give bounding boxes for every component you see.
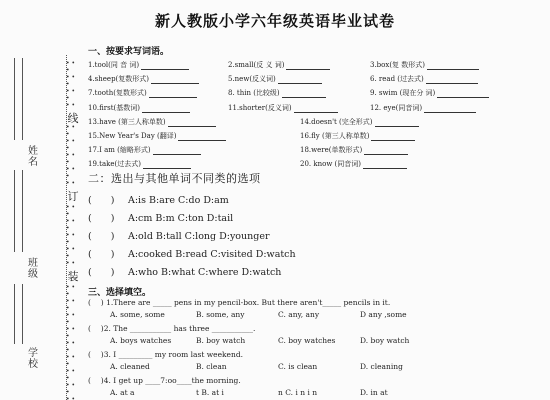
choice-row	[88, 228, 270, 242]
vocab-item-text: 15.New Year's Day (翻译)	[88, 132, 177, 140]
answer-blank[interactable]	[427, 63, 479, 70]
answer-blank[interactable]	[142, 106, 190, 113]
choice-row	[88, 192, 229, 206]
question-option: C. boy watches	[278, 336, 336, 345]
bind-char: 订	[67, 190, 79, 203]
question-option: B. some, any	[196, 310, 245, 319]
vocab-item-text: 13.have (第三人称单数)	[88, 117, 166, 126]
vocab-item-text: 4.sheep(复数形式)	[88, 75, 150, 84]
binding-margin	[0, 40, 64, 400]
answer-blank[interactable]	[149, 91, 197, 98]
answer-blank[interactable]	[151, 77, 199, 84]
page-title: 新人教版小学六年级英语毕业试卷	[154, 12, 395, 30]
vocab-item-text: 2.small(反 义 词)	[228, 61, 285, 69]
seal-char: 装	[67, 270, 79, 283]
question-option: B. boy watch	[196, 336, 246, 345]
question-option: D. in at	[360, 388, 388, 397]
vocab-item	[88, 131, 226, 141]
vocab-item	[88, 60, 189, 70]
name-label: 姓名	[28, 146, 38, 168]
binding-dots: • • • • • • • • • • • • • •	[66, 124, 75, 184]
vocab-item	[88, 88, 197, 98]
vocab-item-text: 18.were(单数形式)	[300, 146, 363, 155]
vocab-item-text: 12. eye(同音词)	[370, 103, 423, 112]
vocab-item-text: 8. thin (比较级)	[228, 89, 280, 98]
question-stem: ( )2. The ___________ has three ___________.	[88, 324, 256, 333]
answer-paren[interactable]: ( )	[88, 267, 115, 278]
section2-heading: 二：选出与其他单词不同类的选项	[88, 172, 261, 185]
answer-blank[interactable]	[375, 120, 419, 127]
answer-blank[interactable]	[371, 134, 415, 141]
question-stem: ( )4. I get up ____7:oo____the morning.	[88, 376, 241, 385]
question-option: A. cleaned	[110, 362, 150, 371]
question-option: C. any, any	[278, 310, 320, 319]
vocab-item	[88, 103, 190, 113]
vocab-item-text: 11.shorter(反义词)	[228, 103, 292, 112]
vocab-item-text: 14.doesn't (完全形式)	[300, 117, 373, 126]
vocab-item-text: 17.I am (缩略形式)	[88, 146, 151, 155]
school-field	[8, 284, 42, 370]
vocab-item	[88, 74, 199, 84]
choice-options: A:old B:tall C:long D:younger	[128, 231, 270, 242]
choice-options: A:who B:what C:where D:watch	[128, 267, 282, 278]
vocab-item	[370, 103, 476, 113]
vocab-item	[300, 159, 407, 169]
answer-blank[interactable]	[178, 134, 226, 141]
question-option: n C. i n i n	[278, 388, 318, 397]
vocab-item-text: 10.first(基数词)	[88, 103, 141, 112]
question-option: B. clean	[196, 362, 227, 371]
answer-paren[interactable]: ( )	[88, 213, 115, 224]
vocab-item	[88, 145, 201, 155]
answer-paren[interactable]: ( )	[88, 195, 115, 206]
choice-options: A:is B:are C:do D:am	[128, 195, 229, 206]
vocab-item	[228, 103, 338, 113]
vocab-item	[300, 131, 415, 141]
answer-paren[interactable]: ( )	[88, 249, 115, 260]
choice-row	[88, 210, 233, 224]
choice-options: A:cooked B:read C:visited D:watch	[128, 249, 296, 260]
answer-blank[interactable]	[286, 63, 330, 70]
binding-dots: • • • • • • • • • • •	[66, 60, 75, 106]
vocab-item-text: 1.tool(同 音 词)	[88, 61, 140, 69]
vocab-item	[228, 74, 322, 84]
answer-blank[interactable]	[141, 63, 189, 70]
answer-blank[interactable]	[143, 162, 191, 169]
answer-paren[interactable]: ( )	[88, 231, 115, 242]
section3-heading: 三、选择填空。	[88, 288, 152, 298]
answer-blank[interactable]	[278, 77, 322, 84]
choice-options: A:cm B:m C:ton D:tail	[128, 213, 234, 224]
question-option: A. at a	[110, 388, 135, 397]
answer-blank[interactable]	[168, 120, 216, 127]
answer-blank[interactable]	[437, 91, 489, 98]
vocab-item	[300, 145, 408, 155]
vocab-item	[228, 60, 330, 70]
question-option: D. cleaning	[360, 362, 403, 371]
vocab-item	[228, 88, 326, 98]
question-option: A. some, some	[110, 310, 165, 319]
question-stem: ( ) 1.There are _____ pens in my pencil-box. But there aren't_____ pencils in it.	[88, 298, 391, 307]
answer-blank[interactable]	[424, 106, 476, 113]
answer-blank[interactable]	[426, 77, 478, 84]
question-option: C. is clean	[278, 362, 318, 371]
question-stem: ( )3. I _________ my room last weekend.	[88, 350, 244, 359]
question-option: A. boys watches	[110, 336, 172, 345]
vocab-item-text: 3.box(复 数形式)	[370, 61, 426, 69]
vocab-item-text: 9. swim (现在分 词)	[370, 89, 436, 98]
vocab-item-text: 19.take(过去式)	[88, 160, 141, 169]
answer-blank[interactable]	[282, 91, 326, 98]
binding-dots: • • • • • • • • • • • • • •	[66, 204, 75, 264]
vocab-item	[88, 117, 216, 127]
vocab-item-text: 5.new(反义词)	[228, 75, 276, 84]
vocab-item	[370, 60, 479, 70]
vocab-item-text: 6. read (过去式)	[370, 75, 424, 84]
vocab-item-text: 16.fly (第三人称单数)	[300, 132, 370, 140]
choice-row	[88, 246, 296, 260]
vocab-item-text: 7.tooth(复数形式)	[88, 89, 147, 98]
binding-dots: • • • • • • • • • • • • • • • • • • • • • • • • • •	[66, 284, 75, 400]
vocab-item	[88, 159, 191, 169]
answer-blank[interactable]	[364, 148, 408, 155]
class-label: 班级	[28, 258, 38, 280]
choice-row	[88, 264, 281, 278]
answer-blank[interactable]	[153, 148, 201, 155]
section1-heading: 一、按要求写词语。	[88, 47, 170, 57]
class-field	[8, 170, 42, 280]
question-option: D. boy watch	[360, 336, 410, 345]
name-field	[8, 58, 42, 168]
answer-blank[interactable]	[363, 162, 407, 169]
vocab-item	[370, 74, 478, 84]
school-label: 学校	[28, 348, 38, 370]
vocab-item-text: 20. know (同音词)	[300, 160, 362, 169]
question-option: D any ,some	[360, 310, 407, 319]
cut-line-char: 线	[67, 112, 79, 125]
answer-blank[interactable]	[294, 106, 338, 113]
vocab-item	[300, 117, 419, 127]
question-option: t B. at i	[196, 388, 224, 397]
vocab-item	[370, 88, 489, 98]
